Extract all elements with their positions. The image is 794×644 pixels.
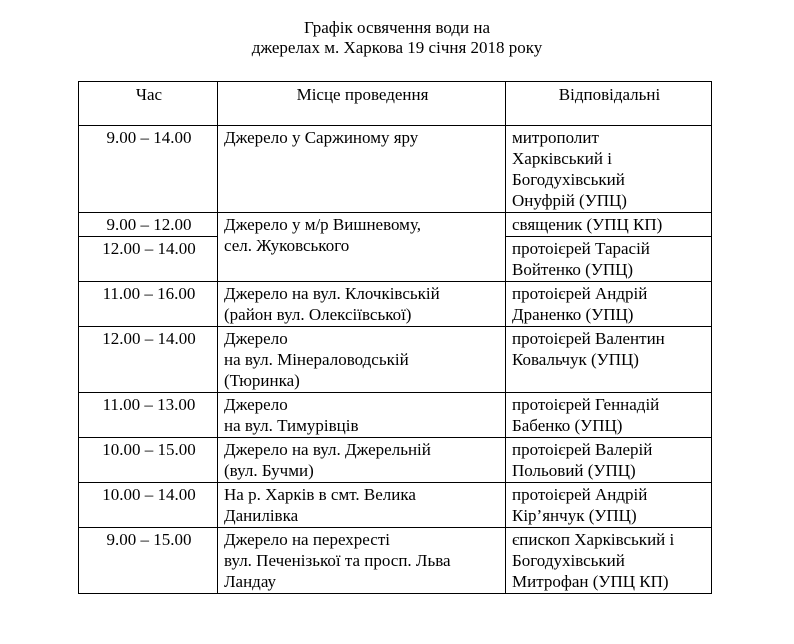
time-cell: 9.00 – 14.00 [79, 126, 218, 213]
place-line: Джерело [224, 395, 288, 414]
responsible-line: Харківський і [512, 149, 612, 168]
time-cell: 9.00 – 15.00 [79, 528, 218, 594]
responsible-line: Онуфрій (УПЦ) [512, 191, 627, 210]
schedule-table [78, 81, 712, 594]
responsible-cell [506, 237, 712, 282]
responsible-line: протоієрей Андрій [512, 485, 648, 504]
place-line: На р. Харків в смт. Велика [224, 485, 416, 504]
responsible-line: Богодухівський [512, 170, 625, 189]
place-line: Джерело на вул. Джерельній [224, 440, 431, 459]
place-line: Джерело у м/р Вишневому, [224, 215, 421, 234]
place-line: (вул. Бучми) [224, 461, 314, 480]
place-cell [218, 483, 506, 528]
time-cell: 11.00 – 16.00 [79, 282, 218, 327]
responsible-line: протоієрей Тарасій [512, 239, 650, 258]
time-cell: 10.00 – 15.00 [79, 438, 218, 483]
responsible-line: Польовий (УПЦ) [512, 461, 636, 480]
place-line: (Тюринка) [224, 371, 300, 390]
place-line: на вул. Тимурівців [224, 416, 359, 435]
responsible-line: протоієрей Геннадій [512, 395, 660, 414]
place-line: Джерело на перехресті [224, 530, 390, 549]
header-responsible: Відповідальні [506, 82, 712, 126]
place-line: Данилівка [224, 506, 299, 525]
place-cell [218, 327, 506, 393]
responsible-line: Кір’янчук (УПЦ) [512, 506, 637, 525]
document-title [0, 18, 794, 58]
time-cell: 9.00 – 12.00 [79, 213, 218, 237]
time-cell: 11.00 – 13.00 [79, 393, 218, 438]
place-line: Ландау [224, 572, 277, 591]
responsible-cell [506, 438, 712, 483]
responsible-line: протоієрей Андрій [512, 284, 648, 303]
responsible-cell [506, 327, 712, 393]
responsible-line: Ковальчук (УПЦ) [512, 350, 639, 369]
place-line: Джерело у Саржиному яру [224, 128, 419, 147]
responsible-line: священик (УПЦ КП) [512, 215, 663, 234]
place-cell [218, 438, 506, 483]
responsible-line: Бабенко (УПЦ) [512, 416, 623, 435]
responsible-cell [506, 282, 712, 327]
place-line: на вул. Мінераловодській [224, 350, 409, 369]
responsible-line: Богодухівський [512, 551, 625, 570]
responsible-line: Драненко (УПЦ) [512, 305, 634, 324]
table-row [79, 282, 712, 327]
header-row [79, 82, 712, 126]
responsible-line: Войтенко (УПЦ) [512, 260, 634, 279]
place-line: (район вул. Олексіївської) [224, 305, 412, 324]
responsible-line: протоієрей Валерій [512, 440, 653, 459]
table-row [79, 126, 712, 213]
place-cell [218, 126, 506, 213]
table-row [79, 528, 712, 594]
time-cell: 12.00 – 14.00 [79, 327, 218, 393]
place-cell [218, 393, 506, 438]
header-time: Час [79, 82, 218, 126]
responsible-line: єпископ Харківський і [512, 530, 675, 549]
responsible-cell [506, 126, 712, 213]
table-row [79, 483, 712, 528]
title-line-1: Графік освячення води на [303, 18, 491, 37]
table-row [79, 438, 712, 483]
place-cell [218, 282, 506, 327]
place-line: Джерело [224, 329, 288, 348]
responsible-line: протоієрей Валентин [512, 329, 665, 348]
table-row [79, 213, 712, 237]
title-line-2: джерелах м. Харкова 19 січня 2018 року [251, 38, 543, 57]
table-row [79, 327, 712, 393]
time-cell: 10.00 – 14.00 [79, 483, 218, 528]
place-line: Джерело на вул. Клочківській [224, 284, 440, 303]
responsible-line: митрополит [512, 128, 599, 147]
responsible-line: Митрофан (УПЦ КП) [512, 572, 669, 591]
place-line: сел. Жуковського [224, 236, 350, 255]
place-line: вул. Печенізької та просп. Льва [224, 551, 451, 570]
header-place: Місце проведення [218, 82, 506, 126]
place-cell [218, 213, 506, 282]
time-cell: 12.00 – 14.00 [79, 237, 218, 282]
place-cell [218, 528, 506, 594]
responsible-cell [506, 393, 712, 438]
table-row [79, 393, 712, 438]
responsible-cell [506, 213, 712, 237]
responsible-cell [506, 528, 712, 594]
responsible-cell [506, 483, 712, 528]
